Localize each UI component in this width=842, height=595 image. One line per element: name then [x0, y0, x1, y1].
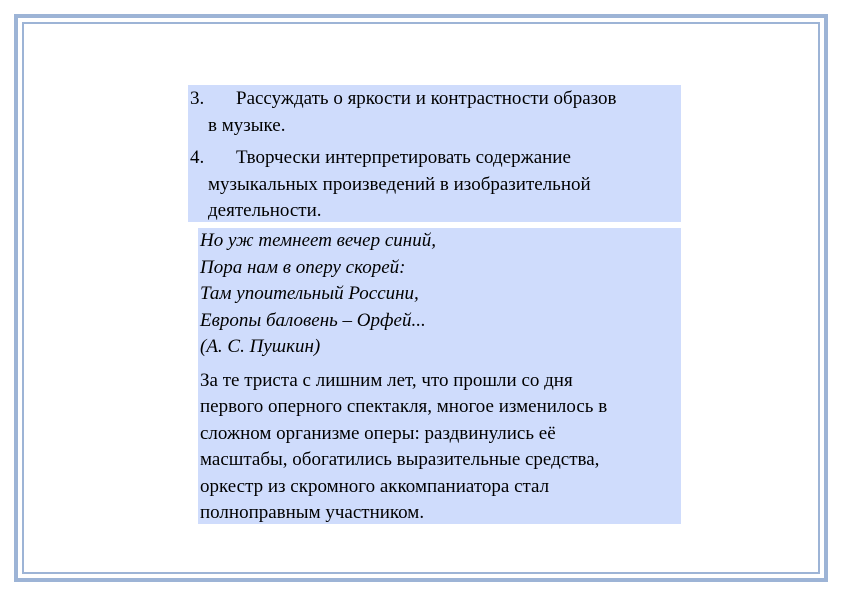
poem-line: Европы баловень – Орфей... — [200, 309, 426, 331]
poem-line: Там упоительный Россини, — [200, 283, 419, 304]
body-paragraph — [198, 368, 681, 527]
paragraph-line: масштабы, обогатились выразительные средства, — [200, 449, 600, 470]
list-item-line: Творчески интерпретировать содержание — [236, 147, 571, 168]
poem-quote — [198, 228, 681, 361]
list-item-line: в музыке. — [208, 114, 286, 136]
poem-and-paragraph-block — [198, 228, 681, 524]
paragraph-line: За те триста с лишним лет, что прошли со дня — [200, 369, 573, 391]
poem-line: Пора нам в оперу скорей: — [200, 256, 406, 278]
paragraph-line: сложном организме оперы: раздвинулись её — [200, 422, 556, 444]
list-item-line: Рассуждать о яркости и контрастности образов — [236, 88, 617, 109]
poem-line: Но уж темнеет вечер синий, — [200, 230, 436, 251]
paragraph-line: полноправным участником. — [200, 502, 425, 523]
poem-attribution: (А. С. Пушкин) — [200, 336, 321, 357]
list-item-number: 3. — [190, 88, 205, 109]
paragraph-line: оркестр из скромного аккомпаниатора стал — [200, 475, 550, 497]
objectives-list — [188, 85, 681, 222]
list-item-4 — [188, 145, 681, 225]
list-item-number: 4. — [190, 147, 205, 168]
list-item-line: музыкальных произведений в изобразительной — [208, 173, 591, 195]
paragraph-line: первого оперного спектакля, многое изменилось в — [200, 396, 608, 417]
list-item-3 — [188, 86, 681, 139]
list-item-line: деятельности. — [208, 200, 322, 221]
